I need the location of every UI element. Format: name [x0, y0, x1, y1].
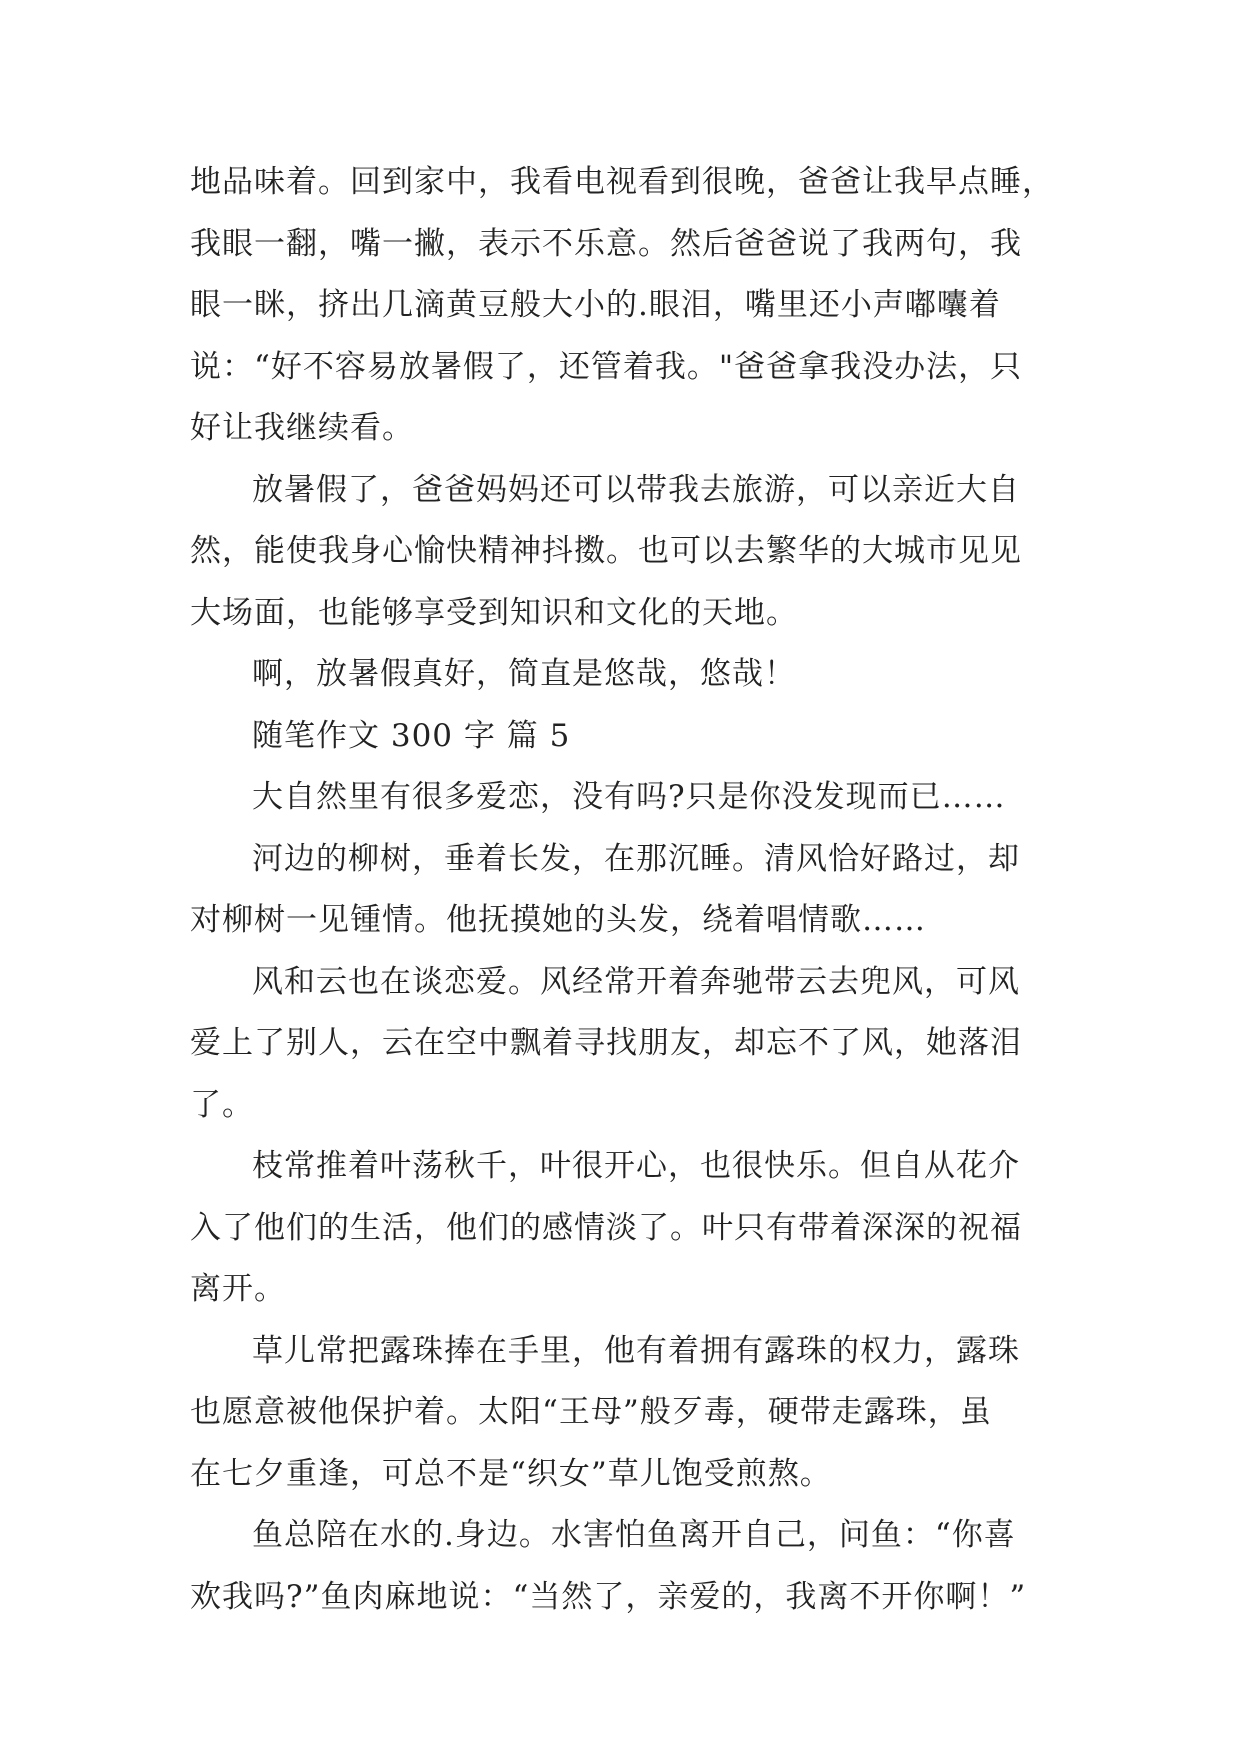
text-line: 也愿意被他保护着。太阳“王母”般歹毒，硬带走露珠，虽	[190, 1394, 992, 1430]
text-line: 欢我吗?”鱼肉麻地说：“当然了，亲爱的，我离不开你啊！”	[190, 1578, 1027, 1615]
text-line: 在七夕重逢，可总不是“织女”草儿饱受煎熬。	[190, 1455, 832, 1492]
section-heading: 随笔作文 300 字 篇 5	[252, 717, 571, 754]
text-line: 了。	[190, 1086, 254, 1123]
text-line: 枝常推着叶荡秋千，叶很开心，也很快乐。但自从花介	[252, 1148, 1020, 1184]
text-line: 大场面，也能够享受到知识和文化的天地。	[190, 594, 798, 631]
text-line: 离开。	[190, 1271, 286, 1307]
text-line: 我眼一翻，嘴一撇，表示不乐意。然后爸爸说了我两句，我	[190, 225, 1022, 262]
text-line: 眼一眯，挤出几滴黄豆般大小的.眼泪，嘴里还小声嘟囔着	[190, 287, 1001, 323]
text-line: 然，能使我身心愉快精神抖擞。也可以去繁华的大城市见见	[190, 533, 1022, 569]
text-line: 风和云也在谈恋爱。风经常开着奔驰带云去兜风，可风	[252, 963, 1020, 1000]
text-line: 放暑假了，爸爸妈妈还可以带我去旅游，可以亲近大自	[252, 471, 1020, 508]
text-line: 啊，放暑假真好，简直是悠哉，悠哉！	[252, 656, 796, 692]
document-body	[190, 152, 1060, 1628]
text-line: 草儿常把露珠捧在手里，他有着拥有露珠的权力，露珠	[252, 1332, 1020, 1369]
text-line: 鱼总陪在水的.身边。水害怕鱼离开自己，问鱼：“你喜	[252, 1517, 1016, 1553]
text-line: 对柳树一见锺情。他抚摸她的头发，绕着唱情歌……	[190, 902, 926, 938]
text-line: 说：“好不容易放暑假了，还管着我。"爸爸拿我没办法，只	[190, 348, 1023, 385]
text-line: 地品味着。回到家中，我看电视看到很晚，爸爸让我早点睡，	[190, 164, 1054, 200]
text-line: 好让我继续看。	[190, 410, 414, 446]
text-line: 河边的柳树，垂着长发，在那沉睡。清风恰好路过，却	[252, 840, 1020, 877]
text-line: 爱上了别人，云在空中飘着寻找朋友，却忘不了风，她落泪	[190, 1025, 1022, 1061]
text-line: 入了他们的生活，他们的感情淡了。叶只有带着深深的祝福	[190, 1209, 1022, 1246]
text-line: 大自然里有很多爱恋，没有吗?只是你没发现而已……	[252, 779, 1006, 815]
